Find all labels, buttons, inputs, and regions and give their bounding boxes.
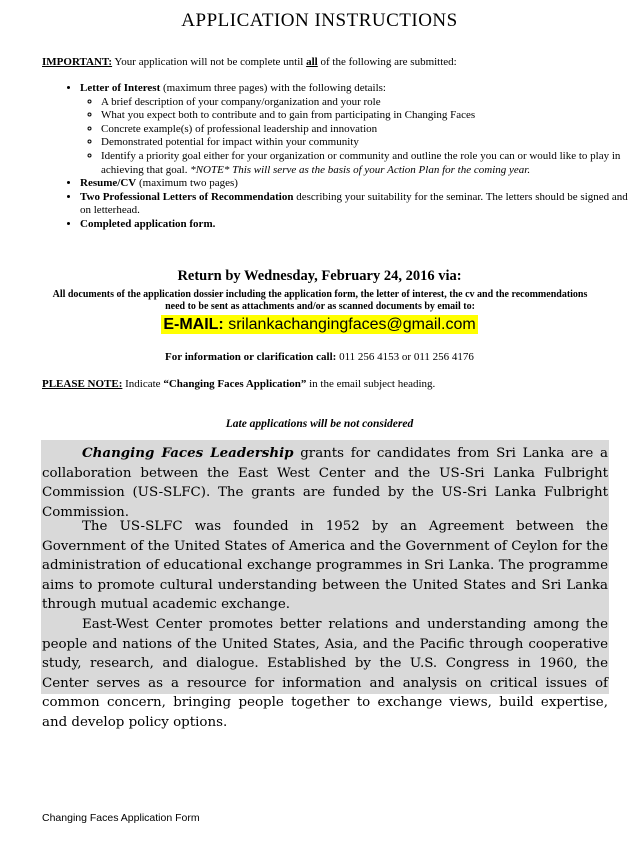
info-line [0, 351, 639, 363]
list-item-form [80, 218, 635, 232]
list-item-resume [80, 177, 635, 191]
please-note [42, 378, 435, 390]
please-note-label: PLEASE NOTE: [42, 378, 123, 390]
requirements-list [62, 82, 635, 232]
important-notice [42, 56, 457, 68]
important-text-after: of the following are submitted: [317, 56, 457, 68]
info-phones: 011 256 4153 or 011 256 4176 [336, 351, 474, 363]
please-note-after: in the email subject heading. [306, 378, 436, 390]
letter-label: Letter of Interest [80, 82, 161, 94]
paragraph-changing-faces [42, 444, 608, 522]
return-description: All documents of the application dossier including the application form, the letter of interest, the cv and the recommendations need to be sent as attachments and/or as scanned documents by email to: [52, 289, 588, 312]
page-footer: Changing Faces Application Form [42, 812, 200, 824]
page-title: APPLICATION INSTRUCTIONS [181, 10, 458, 31]
email-label: E-MAIL: [163, 316, 224, 333]
list-item: ◦ Concrete example(s) of professional leadership and innovation [101, 123, 635, 137]
late-notice: Late applications will be not considered [225, 418, 414, 430]
important-text-before: Your application will not be complete until [112, 56, 307, 68]
priority-goal-text: Identify a priority goal either for your organization or community and outline the role you can or would like to play in achieving that goal. [101, 149, 621, 176]
list-item [101, 150, 635, 177]
form-label: Completed application form. [80, 217, 216, 230]
list-item: ◦ A brief description of your company/organization and your role [101, 96, 635, 110]
program-name: Changing Faces Leadership [82, 445, 294, 461]
paragraph-1-text: grants for candidates from Sri Lanka are a collaboration between the East West Center and the US-Sri Lanka Fulbright Commission (US-SLFC). The grants are funded by the US-Sri Lanka Fulbright Commission. [42, 446, 608, 520]
action-plan-note: *NOTE* This will serve as the basis of your Action Plan for the coming year. [190, 163, 531, 176]
letter-text: (maximum three pages) with the following details: [160, 82, 386, 94]
please-note-emphasis: “Changing Faces Application” [163, 378, 307, 390]
recommendation-label: Two Professional Letters of Recommendation [80, 190, 294, 203]
recommendation-text: describing your suitability for the seminar. The letters should be signed and on letterhead. [80, 190, 628, 217]
return-deadline: Return by Wednesday, February 24, 2016 via: [177, 268, 462, 284]
email-line [0, 316, 639, 334]
paragraph-us-slfc: The US-SLFC was founded in 1952 by an Agreement between the Government of the United States of America and the Government of Ceylon for the administration of educational exchange programmes in Sri Lanka. The programme aims to promote cultural understanding between the United States and Sri Lanka through mutual academic exchange. [42, 519, 608, 612]
info-label: For information or clarification call: [165, 351, 337, 363]
important-emphasis: all [306, 56, 318, 68]
resume-label: Resume/CV [80, 177, 137, 190]
letter-details-list [80, 96, 635, 178]
list-item-recommendation [80, 191, 635, 218]
paragraph-east-west-center: East-West Center promotes better relations and understanding among the people and nations of the United States, Asia, and the Pacific through cooperative study, research, and dialogue. Established by the U.S. Congress in 1960, the Center serves as a resource for information and analysis on critical issues of common concern, bringing people together to exchange views, build expertise, and develop policy options. [42, 617, 608, 730]
email-highlight [161, 315, 477, 334]
important-label: IMPORTANT: [42, 56, 113, 68]
resume-text: (maximum two pages) [136, 177, 238, 190]
list-item: ◦ Demonstrated potential for impact within your community [101, 136, 635, 150]
list-item: ◦ What you expect both to contribute and to gain from participating in Changing Faces [101, 109, 635, 123]
please-note-before: Indicate [122, 378, 164, 390]
list-item-letter [80, 82, 635, 177]
email-address-link[interactable]: srilankachangingfaces@gmail.com [228, 316, 476, 333]
